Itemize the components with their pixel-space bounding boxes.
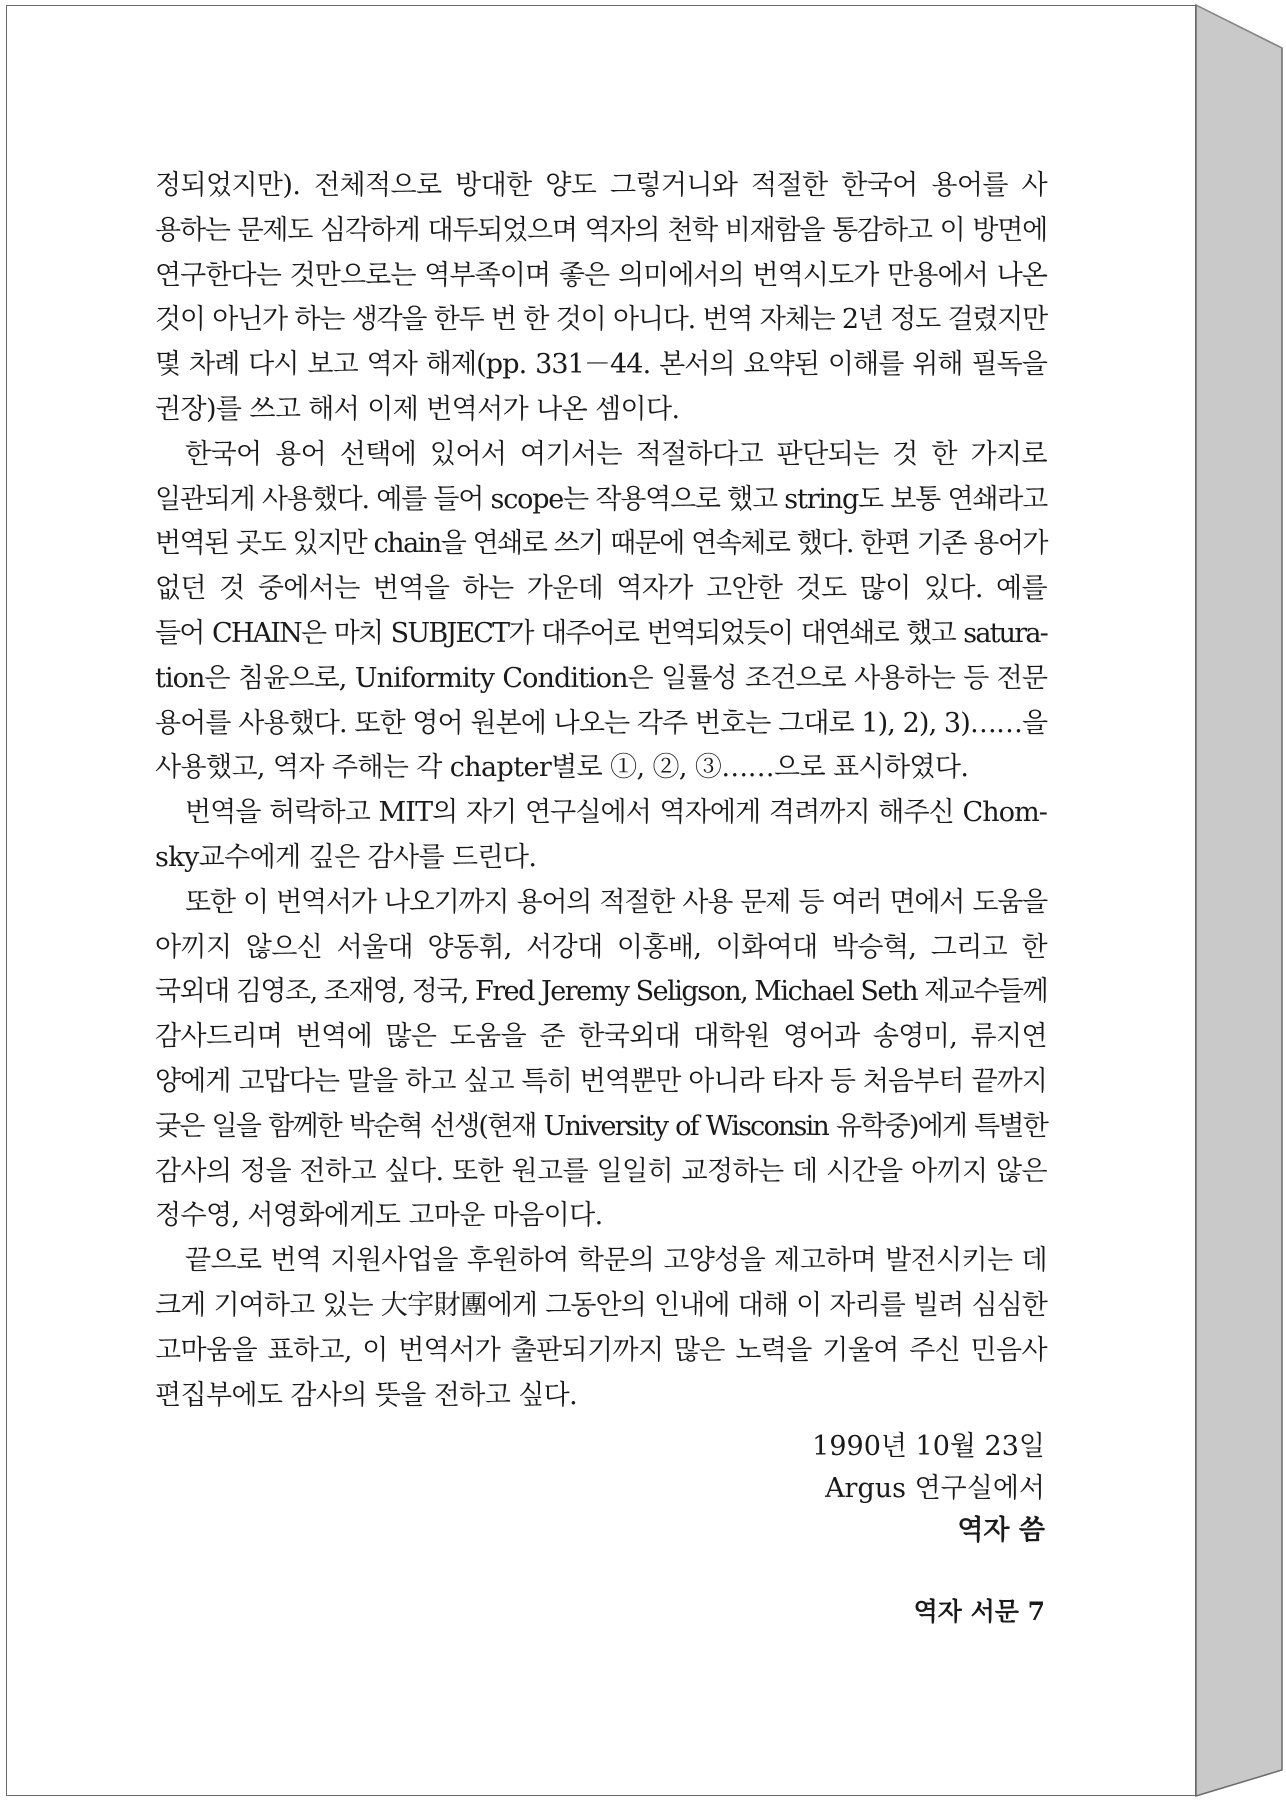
signature-block bbox=[812, 1426, 1045, 1552]
text-line: sky교수에게 깊은 감사를 드린다. bbox=[155, 841, 537, 873]
text-line: 감사의 정을 전하고 싶다. 또한 원고를 일일히 교정하는 데 시간을 아끼지 않은 bbox=[155, 1155, 1047, 1187]
text-line: 용어를 사용했다. 또한 영어 원본에 나오는 각주 번호는 그대로 1), 2), 3)……을 bbox=[155, 707, 1048, 739]
text-line: 궂은 일을 함께한 박순혁 선생(현재 University of Wisconsin 유학중)에게 특별한 bbox=[155, 1110, 1047, 1142]
text-line: tion은 침윤으로, Uniformity Condition은 일률성 조건으로 사용하는 등 전문 bbox=[155, 662, 1047, 694]
page-number: 7 bbox=[1027, 1597, 1045, 1626]
text-line: 권장)를 쓰고 해서 이제 번역서가 나온 셈이다. bbox=[155, 393, 680, 425]
text-line: 용하는 문제도 심각하게 대두되었으며 역자의 천학 비재함을 통감하고 이 방면에 bbox=[155, 214, 1047, 246]
text-line: 번역된 곳도 있지만 chain을 연쇄로 쓰기 때문에 연속체로 했다. 한편 기존 용어가 bbox=[155, 528, 1047, 560]
book-page bbox=[6, 5, 1196, 1796]
paragraph bbox=[155, 1239, 1047, 1418]
paragraph bbox=[155, 791, 1047, 881]
text-line: 감사드리며 번역에 많은 도움을 준 한국외대 대학원 영어과 송영미, 류지연 bbox=[155, 1021, 1047, 1053]
text-line: 아끼지 않으신 서울대 양동휘, 서강대 이홍배, 이화여대 박승혁, 그리고 한 bbox=[155, 931, 1047, 963]
running-head: 역자 서문 bbox=[913, 1597, 1019, 1626]
signature-author: 역자 씀 bbox=[957, 1515, 1045, 1546]
text-line: 것이 아닌가 하는 생각을 한두 번 한 것이 아니다. 번역 자체는 2년 정도 걸렸지만 bbox=[155, 304, 1047, 336]
preface-body-text bbox=[155, 164, 1047, 1418]
text-line: 사용했고, 역자 주해는 각 chapter별로 ①, ②, ③……으로 표시하였다. bbox=[155, 752, 969, 784]
signature-date: 1990년 10월 23일 bbox=[812, 1431, 1045, 1462]
text-line: 일관되게 사용했다. 예를 들어 scope는 작용역으로 했고 string도 보통 연쇄라고 bbox=[155, 483, 1047, 515]
page-footer bbox=[914, 1592, 1045, 1628]
text-line: 들어 CHAIN은 마치 SUBJECT가 대주어로 번역되었듯이 대연쇄로 했고 satura- bbox=[155, 617, 1047, 649]
text-line: 번역을 허락하고 MIT의 자기 연구실에서 역자에게 격려까지 해주신 Chom- bbox=[185, 797, 1047, 829]
paragraph bbox=[155, 164, 1047, 433]
paragraph bbox=[155, 433, 1047, 791]
signature-place: Argus 연구실에서 bbox=[825, 1473, 1045, 1504]
text-line: 연구한다는 것만으로는 역부족이며 좋은 의미에서의 번역시도가 만용에서 나온 bbox=[155, 259, 1047, 291]
text-line: 끝으로 번역 지원사업을 후원하여 학문의 고양성을 제고하며 발전시키는 데 bbox=[185, 1245, 1047, 1277]
text-line: 국외대 김영조, 조재영, 정국, Fred Jeremy Seligson, Michael Seth 제교수들께 bbox=[155, 976, 1048, 1008]
paragraph bbox=[155, 881, 1047, 1239]
text-line: 몇 차례 다시 보고 역자 해제(pp. 331－44. 본서의 요약된 이해를 위해 필독을 bbox=[155, 349, 1047, 381]
text-line: 정수영, 서영화에게도 고마운 마음이다. bbox=[155, 1200, 603, 1232]
text-line: 정되었지만). 전체적으로 방대한 양도 그렇거니와 적절한 한국어 용어를 사 bbox=[155, 170, 1047, 201]
text-line: 한국어 용어 선택에 있어서 여기서는 적절하다고 판단되는 것 한 가지로 bbox=[185, 438, 1047, 470]
text-line: 양에게 고맙다는 말을 하고 싶고 특히 번역뿐만 아니라 타자 등 처음부터 끝까지 bbox=[155, 1065, 1047, 1097]
text-line: 또한 이 번역서가 나오기까지 용어의 적절한 사용 문제 등 여러 면에서 도움을 bbox=[185, 886, 1047, 918]
text-line: 고마움을 표하고, 이 번역서가 출판되기까지 많은 노력을 기울여 주신 민음사 bbox=[155, 1334, 1047, 1366]
text-line: 크게 기여하고 있는 大宇財團에게 그동안의 인내에 대해 이 자리를 빌려 심심한 bbox=[155, 1289, 1047, 1321]
text-line: 없던 것 중에서는 번역을 하는 가운데 역자가 고안한 것도 많이 있다. 예를 bbox=[155, 573, 1047, 605]
text-line: 편집부에도 감사의 뜻을 전하고 싶다. bbox=[155, 1379, 578, 1411]
